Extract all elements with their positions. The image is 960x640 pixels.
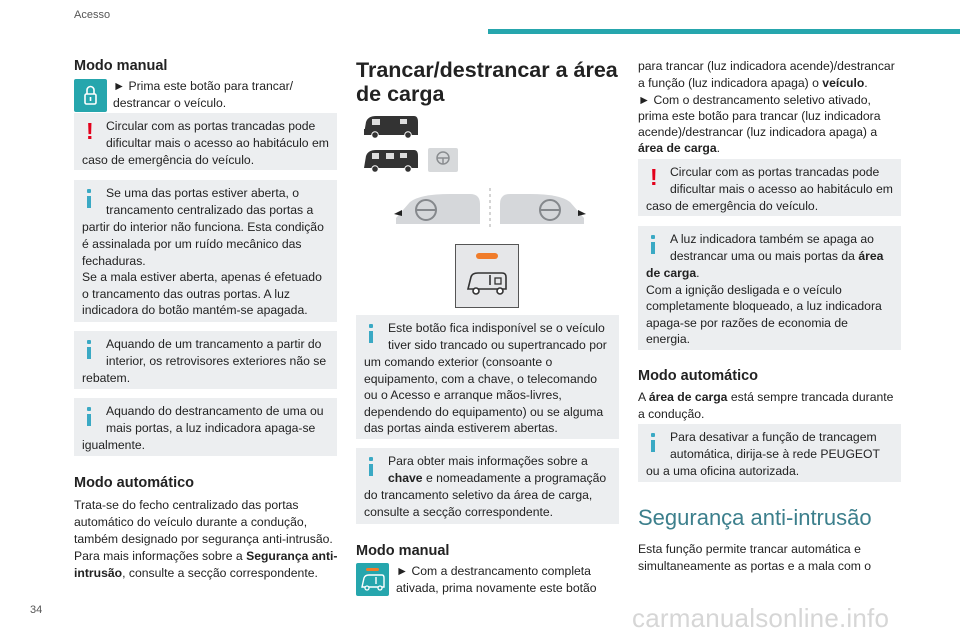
lock-button-icon: [74, 79, 107, 112]
text-span: , consulte a secção correspondente.: [122, 566, 318, 580]
info-line: interior, os retrovisores exteriores não se: [106, 354, 327, 368]
info-line: igualmente.: [82, 438, 146, 452]
bold-span: de carga: [646, 266, 697, 280]
warning-box-right: [638, 159, 901, 216]
info-box-key: [356, 448, 619, 524]
cargo-button-icon: [356, 563, 389, 596]
body-line: prima este botão para trancar (luz indicadora: [638, 109, 881, 123]
info-icon: [87, 407, 91, 426]
bold-span: chave: [388, 471, 423, 485]
security-heading: Segurança anti-intrusão: [638, 505, 872, 530]
body-line: ► Com o destrancamento seletivo ativado,: [638, 93, 871, 107]
info-line: mais portas, a luz indicadora apaga-se: [106, 421, 316, 435]
info-icon: [369, 324, 373, 343]
auto-mode-line: [638, 389, 893, 406]
warning-line: Circular com as portas trancadas pode: [106, 119, 316, 133]
auto-mode-line: também designado por segurança anti-intrusão.: [74, 532, 333, 546]
info-line: partir do interior não funciona. Esta condição: [82, 220, 324, 234]
bold-span: área: [858, 249, 884, 263]
auto-mode-heading: Modo automático: [74, 475, 195, 491]
info-line: [388, 470, 606, 487]
bold-span: Segurança anti-: [246, 549, 338, 563]
text-span: destrancar uma ou mais portas da: [670, 249, 859, 263]
info-line: tiver sido trancado ou supertrancado por: [388, 338, 607, 352]
auto-mode-line: Trata-se do fecho centralizado das portas: [74, 498, 299, 512]
info-line: consulte a secção correspondente.: [364, 505, 554, 519]
info-box-indicator: [638, 226, 901, 350]
info-line: energia.: [646, 332, 691, 346]
info-icon: [87, 189, 91, 208]
info-line: ou a uma oficina autorizada.: [646, 464, 800, 478]
manual-mode-line: ativada, prima novamente este botão: [396, 581, 597, 595]
info-line: ou o Acesso e arranque mãos-livres,: [364, 388, 562, 402]
van-lock-icon: [462, 267, 512, 299]
bold-span: veículo: [822, 76, 865, 90]
body-line: para trancar (luz indicadora acende)/destrancar: [638, 59, 895, 73]
info-line: [646, 265, 700, 282]
info-icon: [369, 457, 373, 476]
text-span: .: [696, 266, 700, 280]
warning-icon: !: [650, 164, 658, 190]
info-line: trancamento centralizado das portas a: [106, 203, 314, 217]
page-number: 34: [30, 604, 43, 616]
text-span: e nomeadamente a programação: [422, 471, 607, 485]
info-line: equipamento, com a chave, o telecomando: [364, 372, 598, 386]
info-line: indicadora do botão mantém-se apagada.: [82, 303, 308, 317]
security-line: simultaneamente as portas e a mala com o: [638, 559, 872, 573]
info-line: Aquando do destrancamento de uma ou: [106, 404, 324, 418]
bold-span: área de carga: [648, 390, 728, 404]
info-line: Para desativar a função de trancagem: [670, 430, 877, 444]
warning-line: caso de emergência do veículo.: [646, 199, 819, 213]
info-box-mirrors: [74, 331, 337, 389]
text-span: .: [864, 76, 868, 90]
info-line: Se uma das portas estiver aberta, o: [106, 186, 300, 200]
info-line: completamente bloqueado, a luz indicadora: [646, 299, 882, 313]
info-line: A luz indicadora também se apaga ao: [670, 232, 874, 246]
info-box-doors: [74, 180, 337, 322]
manual-mode-heading-2: Modo manual: [356, 543, 450, 559]
header-accent-bar: [488, 29, 960, 34]
seat-steering-icon: [426, 146, 460, 174]
info-line: Se a mala estiver aberta, apenas é efetuado: [82, 270, 322, 284]
auto-mode-line: [74, 548, 338, 565]
text-span: .: [716, 141, 720, 155]
indicator-light: [476, 253, 498, 259]
text-span: Para mais informações sobre a: [74, 549, 247, 563]
info-box-unlock: [74, 398, 337, 456]
body-line: acende)/destrancar (luz indicadora apaga) a: [638, 125, 878, 139]
warning-line: dificultar mais o acesso ao habitáculo em: [106, 136, 329, 150]
warning-line: caso de emergência do veículo.: [82, 153, 255, 167]
info-line: Para obter mais informações sobre a: [388, 454, 588, 468]
auto-mode-line: a condução.: [638, 407, 705, 421]
info-line: do trancamento seletivo da área de carga,: [364, 488, 593, 502]
info-icon: [87, 340, 91, 359]
dashboard-illustration: [390, 184, 590, 232]
bold-span: intrusão: [74, 566, 123, 580]
info-line: fechaduras.: [82, 254, 146, 268]
info-line: das portas ainda estiverem abertas.: [364, 421, 558, 435]
warning-icon: !: [86, 118, 94, 144]
info-line: o trancamento das outras portas. A luz: [82, 287, 290, 301]
info-line: rebatem.: [82, 371, 131, 385]
warning-line: dificultar mais o acesso ao habitáculo em: [670, 182, 893, 196]
manual-mode-heading: Modo manual: [74, 58, 168, 74]
cargo-lock-heading: Trancar/destrancar a área: [356, 58, 618, 82]
text-span: a função (luz indicadora apaga) o: [638, 76, 823, 90]
info-line: um comando exterior (consoante o: [364, 355, 553, 369]
info-line: é assinalada por um ruído mecânico das: [82, 237, 302, 251]
auto-mode-line: [74, 565, 318, 582]
info-line: apaga-se por razões de economia de: [646, 316, 848, 330]
info-icon: [651, 235, 655, 254]
info-box-deactivate: [638, 424, 901, 482]
body-line: [638, 140, 720, 157]
manual-mode-line: ► Com a destrancamento completa: [396, 564, 591, 578]
info-line: [670, 248, 883, 265]
info-box-unavailable: [356, 315, 619, 439]
body-line: [638, 75, 868, 92]
info-line: automática, dirija-se à rede PEUGEOT: [670, 447, 880, 461]
info-icon: [651, 433, 655, 452]
text-span: está sempre trancada durante: [727, 390, 894, 404]
text-span: A: [638, 390, 649, 404]
watermark: carmanualsonline.info: [632, 603, 890, 633]
warning-box-left: [74, 113, 337, 170]
cargo-lock-button: [455, 244, 519, 308]
info-line: dependendo do equipamento) ou se alguma: [364, 405, 604, 419]
security-line: Esta função permite trancar automática e: [638, 542, 861, 556]
auto-mode-line: automático do veículo durante a condução,: [74, 515, 308, 529]
info-line: Com a ignição desligada e o veículo: [646, 283, 842, 297]
page-header-section: Acesso: [74, 9, 111, 21]
info-line: Este botão fica indisponível se o veículo: [388, 321, 605, 335]
manual-mode-text-2: destrancar o veículo.: [113, 96, 227, 110]
bold-span: área de carga: [638, 141, 717, 155]
auto-mode-heading-2: Modo automático: [638, 368, 759, 384]
manual-mode-text-1: ► Prima este botão para trancar/: [113, 79, 294, 93]
info-line: Aquando de um trancamento a partir do: [106, 337, 322, 351]
warning-line: Circular com as portas trancadas pode: [670, 165, 880, 179]
cargo-lock-heading: de carga: [356, 82, 445, 106]
